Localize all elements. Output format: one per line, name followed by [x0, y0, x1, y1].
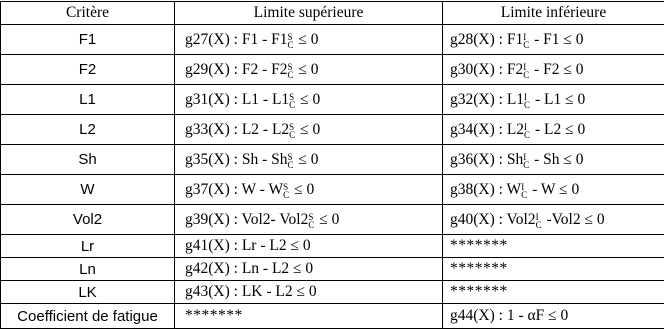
- formula-prefix: g30(X) :: [450, 60, 507, 78]
- formula-prefix: g28(X) :: [450, 30, 507, 48]
- formula-superscript: S: [283, 181, 289, 192]
- formula-suffix: ≤ 0: [294, 60, 319, 78]
- formula-indices: [523, 153, 529, 169]
- critere-cell: LK: [1, 281, 175, 304]
- formula-indices: [283, 183, 289, 199]
- formula-superscript: I: [521, 181, 525, 192]
- formula-subscript: C: [523, 69, 530, 80]
- formula-indices: [521, 183, 527, 199]
- formula-cell: [443, 55, 664, 85]
- formula-prefix: g31(X) : L1 -: [185, 90, 272, 108]
- formula-indices: [308, 213, 314, 229]
- header-row: [1, 2, 664, 25]
- formula-suffix: - Sh ≤ 0: [530, 150, 584, 168]
- formula-suffix: - F2 ≤ 0: [530, 60, 584, 78]
- formula-indices: [287, 153, 293, 169]
- table-row: [1, 258, 664, 281]
- formula-subscript: C: [521, 189, 528, 200]
- formula-suffix: ≤ 0: [296, 90, 321, 108]
- formula-symbol: F1: [506, 30, 524, 48]
- limite-inferieure-cell: *******: [443, 281, 664, 304]
- limite-superieure-cell: g43(X) : LK - L2 ≤ 0: [175, 281, 443, 304]
- formula-superscript: I: [535, 211, 539, 222]
- formula-symbol: F2: [506, 60, 524, 78]
- formula-suffix: ≤ 0: [294, 30, 319, 48]
- formula-cell: [443, 115, 664, 145]
- formula-symbol: W: [268, 180, 284, 198]
- formula-superscript: S: [289, 91, 295, 102]
- formula-prefix: g29(X) : F2 -: [185, 60, 272, 78]
- formula-superscript: S: [287, 151, 293, 162]
- constraints-table: [0, 1, 664, 329]
- table-row: [1, 175, 664, 205]
- formula-prefix: g38(X) :: [450, 180, 507, 198]
- formula-cell: [175, 85, 443, 115]
- header-limite-inferieure: Limite inférieure: [443, 2, 664, 25]
- limite-superieure-cell: *******: [175, 304, 443, 329]
- critere-cell: F2: [1, 55, 175, 85]
- limite-superieure-cell: g41(X) : Lr - L2 ≤ 0: [175, 235, 443, 258]
- table-row: [1, 25, 664, 55]
- formula-prefix: g39(X) : Vol2-: [185, 210, 280, 228]
- formula-indices: [287, 33, 293, 49]
- formula-prefix: g33(X) : L2 -: [185, 120, 272, 138]
- formula-suffix: - L2 ≤ 0: [531, 120, 586, 138]
- formula-symbol: L2: [506, 120, 525, 138]
- formula-symbol: F1: [271, 30, 288, 48]
- formula-subscript: C: [535, 219, 542, 230]
- formula-symbol: L2: [271, 120, 290, 138]
- formula-subscript: C: [287, 159, 294, 170]
- formula-subscript: C: [524, 99, 531, 110]
- limite-superieure-cell: g42(X) : Ln - L2 ≤ 0: [175, 258, 443, 281]
- limite-inferieure-cell: *******: [443, 258, 664, 281]
- formula-cell: [175, 145, 443, 175]
- formula-symbol: L1: [271, 90, 290, 108]
- formula-prefix: g37(X) : W -: [185, 180, 269, 198]
- formula-cell: [443, 25, 664, 55]
- table-row: [1, 115, 664, 145]
- formula-suffix: -Vol2 ≤ 0: [542, 210, 605, 228]
- table-row: [1, 281, 664, 304]
- formula-suffix: ≤ 0: [290, 180, 315, 198]
- critere-cell: Ln: [1, 258, 175, 281]
- formula-indices: [524, 93, 530, 109]
- formula-superscript: I: [523, 151, 527, 162]
- formula-indices: [289, 123, 295, 139]
- formula-indices: [524, 123, 530, 139]
- formula-subscript: C: [523, 39, 530, 50]
- formula-subscript: C: [287, 69, 294, 80]
- formula-suffix: - F1 ≤ 0: [530, 30, 584, 48]
- formula-prefix: g34(X) :: [450, 120, 507, 138]
- table-row: [1, 145, 664, 175]
- formula-superscript: I: [523, 61, 527, 72]
- formula-superscript: S: [289, 121, 295, 132]
- formula-symbol: L1: [506, 90, 525, 108]
- formula-symbol: Vol2: [506, 210, 536, 228]
- formula-prefix: g40(X) :: [450, 210, 507, 228]
- table-row: [1, 304, 664, 329]
- formula-cell: [175, 115, 443, 145]
- formula-superscript: I: [524, 121, 528, 132]
- formula-suffix: ≤ 0: [294, 150, 319, 168]
- formula-subscript: C: [283, 189, 290, 200]
- formula-indices: [523, 33, 529, 49]
- formula-indices: [536, 213, 542, 229]
- formula-prefix: g36(X) :: [450, 150, 507, 168]
- limite-inferieure-cell: *******: [443, 235, 664, 258]
- header-critere: Critère: [1, 2, 175, 25]
- table-row: [1, 55, 664, 85]
- formula-suffix: - L1 ≤ 0: [531, 90, 586, 108]
- formula-cell: [443, 85, 664, 115]
- formula-prefix: g35(X) : Sh -: [185, 150, 272, 168]
- formula-subscript: C: [308, 219, 315, 230]
- formula-subscript: C: [523, 159, 530, 170]
- formula-prefix: g32(X) :: [450, 90, 507, 108]
- critere-cell: L1: [1, 85, 175, 115]
- formula-indices: [287, 63, 293, 79]
- formula-cell: [175, 205, 443, 235]
- formula-superscript: S: [308, 211, 314, 222]
- formula-symbol: F2: [271, 60, 288, 78]
- limite-inferieure-cell: g44(X) : 1 - αF ≤ 0: [443, 304, 664, 329]
- formula-subscript: C: [524, 129, 531, 140]
- formula-cell: [175, 25, 443, 55]
- critere-cell: L2: [1, 115, 175, 145]
- header-limite-superieure: Limite supérieure: [175, 2, 443, 25]
- formula-superscript: S: [287, 61, 293, 72]
- critere-cell: W: [1, 175, 175, 205]
- formula-superscript: I: [524, 91, 528, 102]
- formula-symbol: Sh: [271, 150, 288, 168]
- formula-symbol: Sh: [506, 150, 524, 168]
- formula-indices: [523, 63, 529, 79]
- formula-subscript: C: [287, 39, 294, 50]
- formula-prefix: g27(X) : F1 -: [185, 30, 272, 48]
- formula-symbol: W: [506, 180, 522, 198]
- critere-cell: Vol2: [1, 205, 175, 235]
- critere-cell: Lr: [1, 235, 175, 258]
- formula-indices: [289, 93, 295, 109]
- formula-cell: [175, 55, 443, 85]
- formula-cell: [443, 205, 664, 235]
- formula-subscript: C: [289, 129, 296, 140]
- formula-suffix: ≤ 0: [296, 120, 321, 138]
- critere-cell: Coefficient de fatigue: [1, 304, 175, 329]
- formula-subscript: C: [289, 99, 296, 110]
- formula-suffix: - W ≤ 0: [528, 180, 580, 198]
- critere-cell: Sh: [1, 145, 175, 175]
- formula-superscript: I: [523, 31, 527, 42]
- critere-cell: F1: [1, 25, 175, 55]
- table-row: [1, 205, 664, 235]
- table-body: [1, 25, 664, 329]
- formula-symbol: Vol2: [279, 210, 309, 228]
- table-row: [1, 235, 664, 258]
- formula-cell: [175, 175, 443, 205]
- formula-cell: [443, 175, 664, 205]
- formula-superscript: S: [287, 31, 293, 42]
- table-row: [1, 85, 664, 115]
- formula-cell: [443, 145, 664, 175]
- formula-suffix: ≤ 0: [315, 210, 340, 228]
